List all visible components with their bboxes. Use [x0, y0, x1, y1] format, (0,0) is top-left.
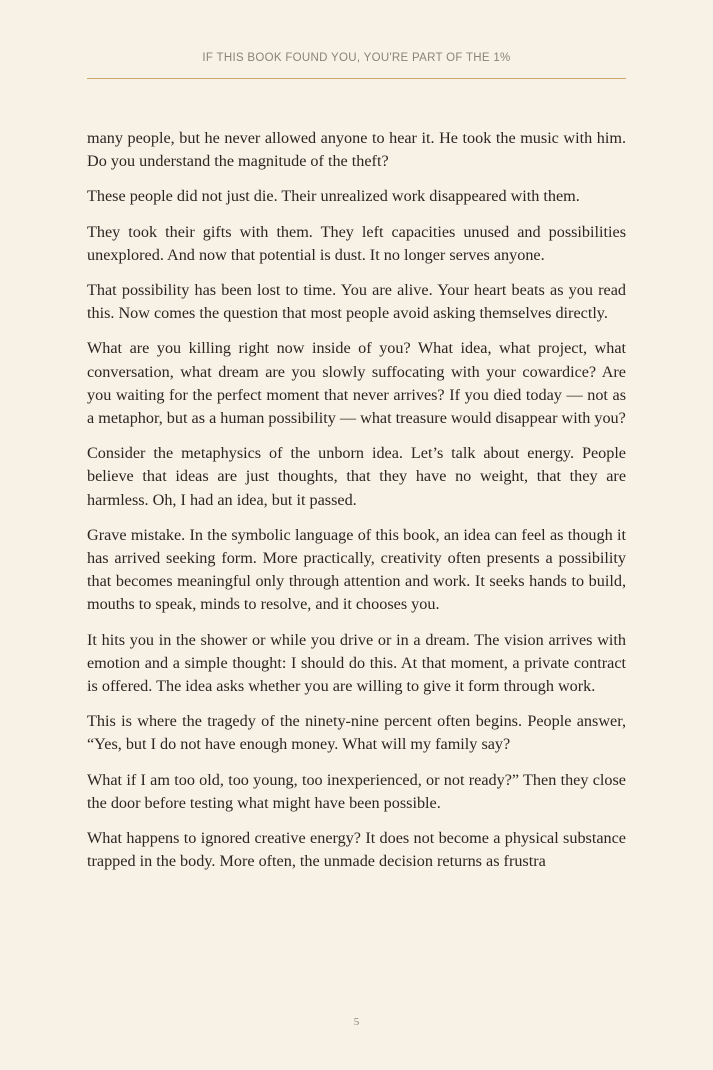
paragraph: These people did not just die. Their unrealized work disappeared with them.: [87, 187, 580, 206]
paragraph: Consider the metaphysics of the unborn idea. Let’s talk about energy. People believe that ideas are just thoughts, that they have no weight, that they are harmless. Oh, I had an idea, but it passed.: [87, 444, 626, 509]
body-text: [87, 127, 626, 885]
page-number: 5: [353, 1016, 360, 1028]
paragraph: many people, but he never allowed anyone to hear it. He took the music with him. Do you understand the magnitude of the theft?: [87, 129, 626, 171]
running-header: IF THIS BOOK FOUND YOU, YOU'RE PART OF THE 1%: [202, 52, 511, 64]
paragraph: Grave mistake. In the symbolic language of this book, an idea can feel as though it has arrived seeking form. More practically, creativity often presents a possibility that becomes meaningful only through attention and work. It seeks hands to build, mouths to speak, minds to resolve, and it chooses you.: [87, 525, 626, 614]
paragraph: What are you killing right now inside of you? What idea, what project, what conversation, what dream are you slowly suffocating with your cowardice? Are you waiting for the perfect moment that never arrives? If you died today — not as a metaphor, but as a human possibility — what treasure would disappear with you?: [87, 339, 626, 428]
paragraph: This is where the tragedy of the ninety-nine percent often begins. People answer, “Yes, but I do not have enough money. What will my family say?: [87, 712, 626, 754]
paragraph: It hits you in the shower or while you drive or in a dream. The vision arrives with emotion and a simple thought: I should do this. At that moment, a private contract is offered. The idea asks whether you are willing to give it form through work.: [87, 630, 626, 696]
paragraph: That possibility has been lost to time. You are alive. Your heart beats as you read this. Now comes the question that most people avoid asking themselves directly.: [87, 281, 626, 323]
paragraph: What happens to ignored creative energy? It does not become a physical substance trapped in the body. More often, the unmade decision returns as frustra: [87, 829, 626, 871]
paragraph: What if I am too old, too young, too inexperienced, or not ready?” Then they close the door before testing what might have been possible.: [87, 770, 626, 812]
paragraph: They took their gifts with them. They left capacities unused and possibilities unexplored. And now that potential is dust. It no longer serves anyone.: [87, 222, 626, 264]
header-divider: [87, 78, 626, 79]
